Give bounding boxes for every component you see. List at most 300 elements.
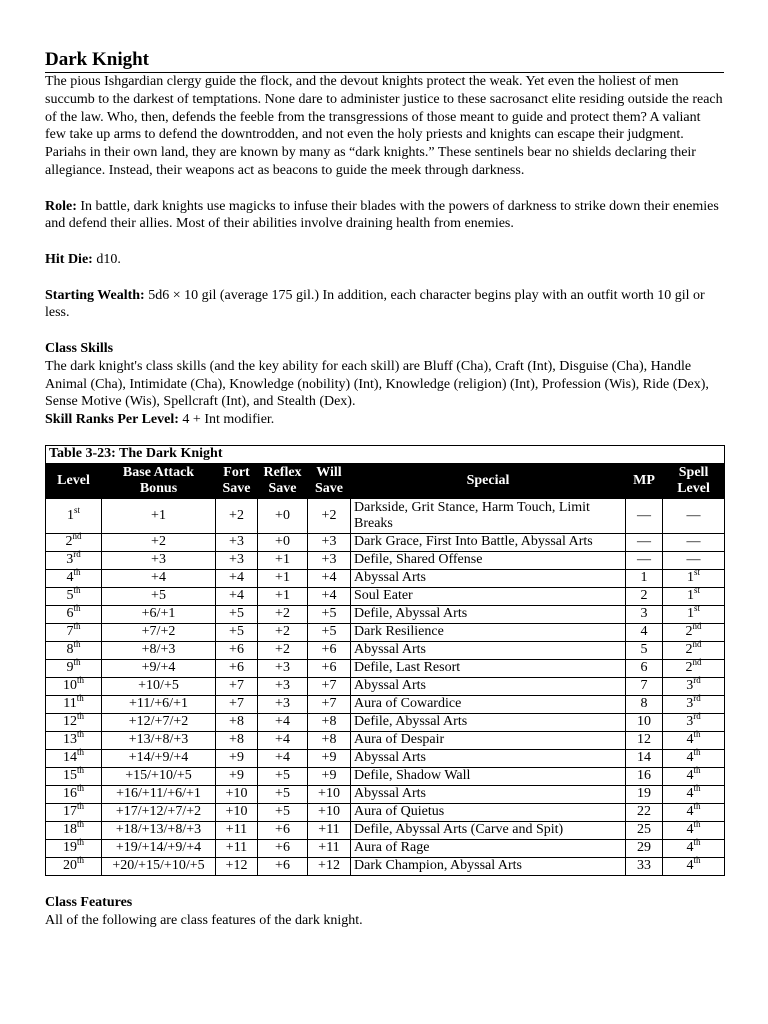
cell-spell-level-value: 4: [686, 822, 694, 838]
cell-reflex-save: [258, 731, 308, 749]
cell-special: [351, 641, 626, 659]
cell-special: [351, 857, 626, 875]
cell-special: [351, 695, 626, 713]
cell-will-save: [308, 641, 351, 659]
cell-will-save-value: +4: [321, 570, 337, 586]
cell-reflex-save: [258, 839, 308, 857]
cell-reflex-save-value: +5: [275, 786, 290, 802]
cell-mp: [626, 839, 663, 857]
cell-mp-value: 33: [637, 858, 651, 874]
cell-fort-save: [216, 821, 258, 839]
cell-fort-save-value: +6: [229, 642, 244, 658]
cell-mp: [626, 767, 663, 785]
document-page: [45, 48, 724, 930]
cell-level-value: 1: [66, 507, 74, 523]
cell-base-attack-bonus-value: +19/+14/+9/+4: [115, 840, 202, 856]
cell-reflex-save: [258, 551, 308, 569]
page-title: Dark Knight: [45, 48, 724, 73]
role-text: In battle, dark knights use magicks to infuse their blades with the powers of darkness to strike down their enemies and defend their allies. Most of their abilities involve draining health from enemies.: [45, 198, 719, 232]
cell-special-value: Aura of Rage: [354, 840, 430, 856]
cell-level-value: 19: [62, 840, 77, 856]
cell-level: [46, 803, 102, 821]
wealth-text: 5d6 × 10 gil (average 175 gil.) In addition, each character begins play with an outfit worth 10 gil or less.: [45, 287, 705, 321]
wealth-paragraph: [45, 287, 724, 323]
cell-reflex-save-value: +6: [275, 840, 290, 856]
cell-mp-value: 1: [640, 570, 648, 586]
header-will-save: Will Save: [308, 463, 351, 498]
cell-fort-save-value: +6: [229, 660, 244, 676]
cell-base-attack-bonus-value: +15/+10/+5: [125, 768, 192, 784]
cell-level-value: 14: [62, 750, 77, 766]
cell-will-save-value: +5: [321, 624, 337, 640]
cell-will-save-value: +7: [321, 696, 337, 712]
cell-mp-value: —: [637, 552, 651, 568]
cell-fort-save-value: +11: [225, 822, 248, 838]
cell-base-attack-bonus-value: +16/+11/+6/+1: [116, 786, 201, 802]
cell-level-suffix: rd: [73, 549, 81, 560]
cell-spell-level-value: 4: [686, 858, 694, 874]
cell-reflex-save-value: +0: [275, 534, 290, 550]
cell-fort-save-value: +3: [229, 534, 244, 550]
cell-level: [46, 677, 102, 695]
cell-mp-value: —: [637, 534, 651, 550]
cell-spell-level-value: 4: [686, 768, 694, 784]
cell-base-attack-bonus-value: +13/+8/+3: [128, 732, 189, 748]
cell-level-suffix: th: [76, 675, 84, 686]
cell-mp-value: 12: [637, 732, 651, 748]
cell-special-value: Abyssal Arts: [354, 786, 426, 802]
cell-base-attack-bonus: [102, 587, 216, 605]
cell-mp-value: 4: [640, 624, 648, 640]
cell-fort-save-value: +10: [225, 786, 248, 802]
cell-level-suffix: th: [76, 693, 84, 704]
cell-level: [46, 821, 102, 839]
cell-special-value: Dark Resilience: [354, 624, 444, 640]
cell-spell-level-suffix: th: [693, 765, 701, 776]
cell-special: [351, 533, 626, 551]
cell-special: [351, 767, 626, 785]
cell-mp: [626, 659, 663, 677]
cell-reflex-save: [258, 659, 308, 677]
class-features-text: All of the following are class features of the dark knight.: [45, 912, 363, 928]
cell-base-attack-bonus: [102, 695, 216, 713]
header-level: Level: [46, 463, 102, 498]
wealth-label: Starting Wealth:: [45, 287, 145, 303]
cell-mp: [626, 857, 663, 875]
cell-spell-level-value: 3: [686, 678, 694, 694]
cell-base-attack-bonus-value: +20/+15/+10/+5: [112, 858, 205, 874]
cell-base-attack-bonus: [102, 785, 216, 803]
cell-level-value: 15: [62, 768, 77, 784]
cell-will-save-value: +3: [321, 552, 337, 568]
cell-mp-value: 8: [640, 696, 648, 712]
cell-fort-save-value: +11: [225, 840, 248, 856]
cell-mp: [626, 498, 663, 533]
cell-special-value: Abyssal Arts: [354, 678, 426, 694]
table-row: [46, 533, 725, 551]
cell-spell-level-suffix: nd: [692, 657, 702, 668]
cell-reflex-save-value: +3: [275, 660, 290, 676]
cell-will-save: [308, 605, 351, 623]
cell-special-value: Aura of Quietus: [354, 804, 445, 820]
cell-mp-value: 16: [637, 768, 651, 784]
cell-spell-level-suffix: rd: [693, 711, 701, 722]
cell-mp: [626, 587, 663, 605]
cell-will-save: [308, 695, 351, 713]
table-row: [46, 767, 725, 785]
cell-spell-level-suffix: rd: [693, 675, 701, 686]
cell-base-attack-bonus-value: +3: [151, 552, 166, 568]
cell-fort-save-value: +7: [229, 696, 244, 712]
cell-level-suffix: th: [76, 747, 84, 758]
cell-mp: [626, 713, 663, 731]
cell-level: [46, 713, 102, 731]
cell-will-save-value: +4: [321, 588, 337, 604]
table-row: [46, 839, 725, 857]
cell-base-attack-bonus-value: +2: [151, 534, 166, 550]
table-row: [46, 749, 725, 767]
cell-level-value: 8: [66, 642, 74, 658]
cell-fort-save: [216, 803, 258, 821]
cell-special: [351, 551, 626, 569]
cell-will-save: [308, 803, 351, 821]
cell-special: [351, 623, 626, 641]
cell-reflex-save-value: +4: [275, 732, 290, 748]
cell-reflex-save-value: +3: [275, 696, 290, 712]
cell-special-value: Defile, Last Resort: [354, 660, 461, 676]
cell-fort-save: [216, 695, 258, 713]
cell-special: [351, 749, 626, 767]
cell-spell-level-value: 3: [686, 714, 694, 730]
cell-reflex-save-value: +4: [275, 714, 290, 730]
cell-base-attack-bonus: [102, 713, 216, 731]
table-caption: Table 3-23: The Dark Knight: [46, 445, 725, 463]
cell-fort-save: [216, 839, 258, 857]
cell-mp: [626, 695, 663, 713]
cell-mp: [626, 533, 663, 551]
header-base-attack-bonus: Base Attack Bonus: [102, 463, 216, 498]
table-row: [46, 498, 725, 533]
cell-mp-value: 29: [637, 840, 651, 856]
cell-reflex-save-value: +1: [275, 570, 290, 586]
cell-reflex-save: [258, 749, 308, 767]
cell-level-suffix: th: [76, 819, 84, 830]
cell-will-save: [308, 533, 351, 551]
cell-mp-value: 22: [637, 804, 651, 820]
cell-level-suffix: th: [76, 855, 84, 866]
cell-base-attack-bonus: [102, 533, 216, 551]
cell-fort-save-value: +10: [225, 804, 248, 820]
cell-special-value: Dark Grace, First Into Battle, Abyssal Arts: [354, 534, 593, 550]
cell-mp: [626, 785, 663, 803]
cell-spell-level-value: 4: [686, 750, 694, 766]
cell-reflex-save: [258, 569, 308, 587]
cell-will-save-value: +2: [321, 507, 337, 523]
cell-base-attack-bonus: [102, 605, 216, 623]
cell-level: [46, 785, 102, 803]
cell-special: [351, 803, 626, 821]
cell-spell-level-suffix: nd: [692, 639, 702, 650]
class-skills-heading: Class Skills: [45, 340, 114, 356]
cell-level-value: 9: [66, 660, 74, 676]
cell-will-save-value: +7: [321, 678, 337, 694]
cell-reflex-save: [258, 533, 308, 551]
cell-will-save: [308, 839, 351, 857]
cell-mp: [626, 677, 663, 695]
cell-fort-save-value: +5: [229, 624, 244, 640]
cell-fort-save: [216, 767, 258, 785]
cell-will-save: [308, 587, 351, 605]
cell-base-attack-bonus-value: +6/+1: [141, 606, 176, 622]
table-row: [46, 569, 725, 587]
cell-special: [351, 731, 626, 749]
cell-special-value: Abyssal Arts: [354, 750, 426, 766]
cell-fort-save: [216, 749, 258, 767]
cell-fort-save-value: +9: [229, 768, 244, 784]
cell-special: [351, 605, 626, 623]
cell-will-save: [308, 623, 351, 641]
cell-will-save-value: +5: [321, 606, 337, 622]
cell-level-value: 13: [62, 732, 77, 748]
cell-special: [351, 677, 626, 695]
table-row: [46, 605, 725, 623]
cell-level-suffix: th: [73, 639, 81, 650]
cell-will-save-value: +6: [321, 642, 337, 658]
table-row: [46, 641, 725, 659]
cell-reflex-save-value: +2: [275, 606, 290, 622]
cell-spell-level-suffix: th: [693, 855, 701, 866]
cell-level-suffix: th: [76, 729, 84, 740]
cell-will-save: [308, 749, 351, 767]
hit-die-text: d10.: [92, 251, 121, 267]
cell-base-attack-bonus: [102, 803, 216, 821]
cell-mp-value: 14: [637, 750, 651, 766]
cell-special-value: Dark Champion, Abyssal Arts: [354, 858, 522, 874]
cell-will-save: [308, 498, 351, 533]
cell-spell-level-value: —: [686, 534, 701, 550]
cell-base-attack-bonus-value: +17/+12/+7/+2: [115, 804, 202, 820]
cell-fort-save-value: +9: [229, 750, 244, 766]
cell-reflex-save: [258, 785, 308, 803]
cell-special: [351, 785, 626, 803]
cell-mp: [626, 749, 663, 767]
cell-base-attack-bonus-value: +14/+9/+4: [128, 750, 189, 766]
cell-reflex-save: [258, 821, 308, 839]
cell-spell-level-value: 2: [685, 642, 693, 658]
cell-spell-level-suffix: th: [693, 729, 701, 740]
cell-mp-value: 3: [640, 606, 648, 622]
cell-base-attack-bonus: [102, 731, 216, 749]
cell-base-attack-bonus-value: +8/+3: [141, 642, 176, 658]
cell-special-value: Darkside, Grit Stance, Harm Touch, Limit Breaks: [354, 499, 590, 531]
header-fort-save: Fort Save: [216, 463, 258, 498]
cell-will-save-value: +8: [321, 732, 337, 748]
cell-base-attack-bonus: [102, 569, 216, 587]
cell-will-save: [308, 785, 351, 803]
cell-level: [46, 731, 102, 749]
cell-level-suffix: th: [73, 603, 81, 614]
cell-level-value: 16: [62, 786, 77, 802]
cell-reflex-save: [258, 498, 308, 533]
cell-special-value: Abyssal Arts: [354, 570, 426, 586]
cell-will-save-value: +8: [321, 714, 337, 730]
table-row: [46, 695, 725, 713]
cell-special: [351, 498, 626, 533]
role-paragraph: [45, 198, 724, 234]
cell-base-attack-bonus: [102, 857, 216, 875]
cell-spell-level-value: 4: [686, 840, 694, 856]
cell-spell-level-suffix: th: [693, 819, 701, 830]
cell-mp: [626, 803, 663, 821]
cell-base-attack-bonus-value: +4: [151, 570, 166, 586]
cell-will-save: [308, 677, 351, 695]
cell-will-save-value: +6: [321, 660, 337, 676]
cell-spell-level-suffix: st: [694, 603, 701, 614]
cell-mp: [626, 605, 663, 623]
cell-special: [351, 713, 626, 731]
cell-spell-level-value: 2: [685, 624, 693, 640]
cell-spell-level-value: 3: [686, 696, 694, 712]
cell-will-save-value: +11: [318, 822, 340, 838]
cell-fort-save-value: +4: [229, 570, 244, 586]
table-row: [46, 785, 725, 803]
cell-spell-level-suffix: st: [694, 567, 701, 578]
cell-mp: [626, 731, 663, 749]
cell-fort-save: [216, 605, 258, 623]
header-reflex-save: Reflex Save: [258, 463, 308, 498]
cell-reflex-save: [258, 677, 308, 695]
cell-base-attack-bonus-value: +5: [151, 588, 166, 604]
cell-will-save-value: +12: [318, 858, 340, 874]
cell-mp-value: 10: [637, 714, 651, 730]
cell-mp: [626, 569, 663, 587]
cell-will-save: [308, 821, 351, 839]
cell-special-value: Defile, Abyssal Arts: [354, 606, 468, 622]
cell-special-value: Defile, Shadow Wall: [354, 768, 471, 784]
cell-mp-value: 7: [640, 678, 648, 694]
cell-level-value: 4: [66, 570, 74, 586]
cell-base-attack-bonus: [102, 623, 216, 641]
table-row: [46, 623, 725, 641]
cell-spell-level-value: 1: [687, 570, 695, 586]
cell-level: [46, 839, 102, 857]
cell-fort-save: [216, 785, 258, 803]
cell-mp: [626, 623, 663, 641]
cell-reflex-save: [258, 767, 308, 785]
cell-fort-save: [216, 623, 258, 641]
cell-level-suffix: th: [73, 621, 81, 632]
cell-base-attack-bonus-value: +12/+7/+2: [128, 714, 189, 730]
cell-will-save: [308, 551, 351, 569]
cell-level-suffix: nd: [72, 531, 82, 542]
cell-special-value: Abyssal Arts: [354, 642, 426, 658]
cell-spell-level-suffix: th: [693, 747, 701, 758]
cell-spell-level-suffix: th: [693, 783, 701, 794]
cell-base-attack-bonus-value: +10/+5: [138, 678, 179, 694]
cell-reflex-save-value: +0: [275, 507, 290, 523]
cell-mp-value: 2: [640, 588, 648, 604]
cell-will-save-value: +10: [318, 804, 340, 820]
cell-base-attack-bonus: [102, 641, 216, 659]
cell-will-save: [308, 767, 351, 785]
cell-mp: [626, 641, 663, 659]
cell-spell-level-value: —: [686, 552, 701, 568]
cell-level-value: 17: [62, 804, 77, 820]
cell-base-attack-bonus-value: +18/+13/+8/+3: [115, 822, 202, 838]
table-row: [46, 713, 725, 731]
cell-fort-save-value: +3: [229, 552, 244, 568]
cell-mp: [626, 551, 663, 569]
cell-level: [46, 767, 102, 785]
cell-reflex-save-value: +4: [275, 750, 290, 766]
cell-reflex-save: [258, 857, 308, 875]
cell-level-value: 12: [62, 714, 77, 730]
cell-level: [46, 659, 102, 677]
cell-reflex-save: [258, 695, 308, 713]
cell-mp-value: 6: [640, 660, 648, 676]
cell-base-attack-bonus: [102, 659, 216, 677]
cell-reflex-save-value: +5: [275, 804, 290, 820]
cell-reflex-save-value: +1: [275, 588, 290, 604]
cell-will-save-value: +3: [321, 534, 337, 550]
cell-level-value: 11: [63, 696, 77, 712]
table-row: [46, 677, 725, 695]
cell-base-attack-bonus-value: +1: [151, 507, 166, 523]
header-spell-level: Spell Level: [663, 463, 725, 498]
cell-fort-save-value: +4: [229, 588, 244, 604]
dark-knight-table: [45, 445, 725, 876]
cell-special: [351, 839, 626, 857]
cell-will-save-value: +9: [321, 750, 337, 766]
cell-reflex-save: [258, 803, 308, 821]
cell-will-save: [308, 569, 351, 587]
cell-will-save-value: +9: [321, 768, 337, 784]
cell-spell-level: [663, 533, 725, 551]
cell-level-value: 6: [66, 606, 74, 622]
cell-spell-level: [663, 498, 725, 533]
cell-will-save: [308, 659, 351, 677]
cell-level: [46, 695, 102, 713]
cell-level: [46, 749, 102, 767]
cell-special-value: Aura of Despair: [354, 732, 445, 748]
cell-level-value: 20: [62, 858, 77, 874]
cell-fort-save-value: +8: [229, 732, 244, 748]
table-row: [46, 659, 725, 677]
skill-ranks-label: Skill Ranks Per Level:: [45, 412, 179, 428]
cell-special-value: Defile, Abyssal Arts (Carve and Spit): [354, 822, 564, 838]
cell-level-suffix: th: [73, 657, 81, 668]
cell-spell-level-value: —: [686, 507, 701, 523]
cell-fort-save-value: +5: [229, 606, 244, 622]
cell-fort-save: [216, 569, 258, 587]
cell-fort-save-value: +7: [229, 678, 244, 694]
cell-level-value: 18: [62, 822, 77, 838]
header-special: Special: [351, 463, 626, 498]
cell-level-suffix: th: [73, 567, 81, 578]
cell-will-save-value: +10: [318, 786, 340, 802]
cell-spell-level-suffix: rd: [693, 693, 701, 704]
cell-level-suffix: th: [73, 585, 81, 596]
cell-fort-save: [216, 677, 258, 695]
cell-spell-level-value: 4: [686, 786, 694, 802]
cell-reflex-save-value: +5: [275, 768, 290, 784]
cell-special-value: Aura of Cowardice: [354, 696, 462, 712]
cell-level-suffix: th: [76, 765, 84, 776]
cell-level-value: 2: [65, 534, 73, 550]
table-header-row: [46, 463, 725, 498]
cell-base-attack-bonus-value: +11/+6/+1: [129, 696, 188, 712]
class-features-heading: Class Features: [45, 894, 133, 910]
